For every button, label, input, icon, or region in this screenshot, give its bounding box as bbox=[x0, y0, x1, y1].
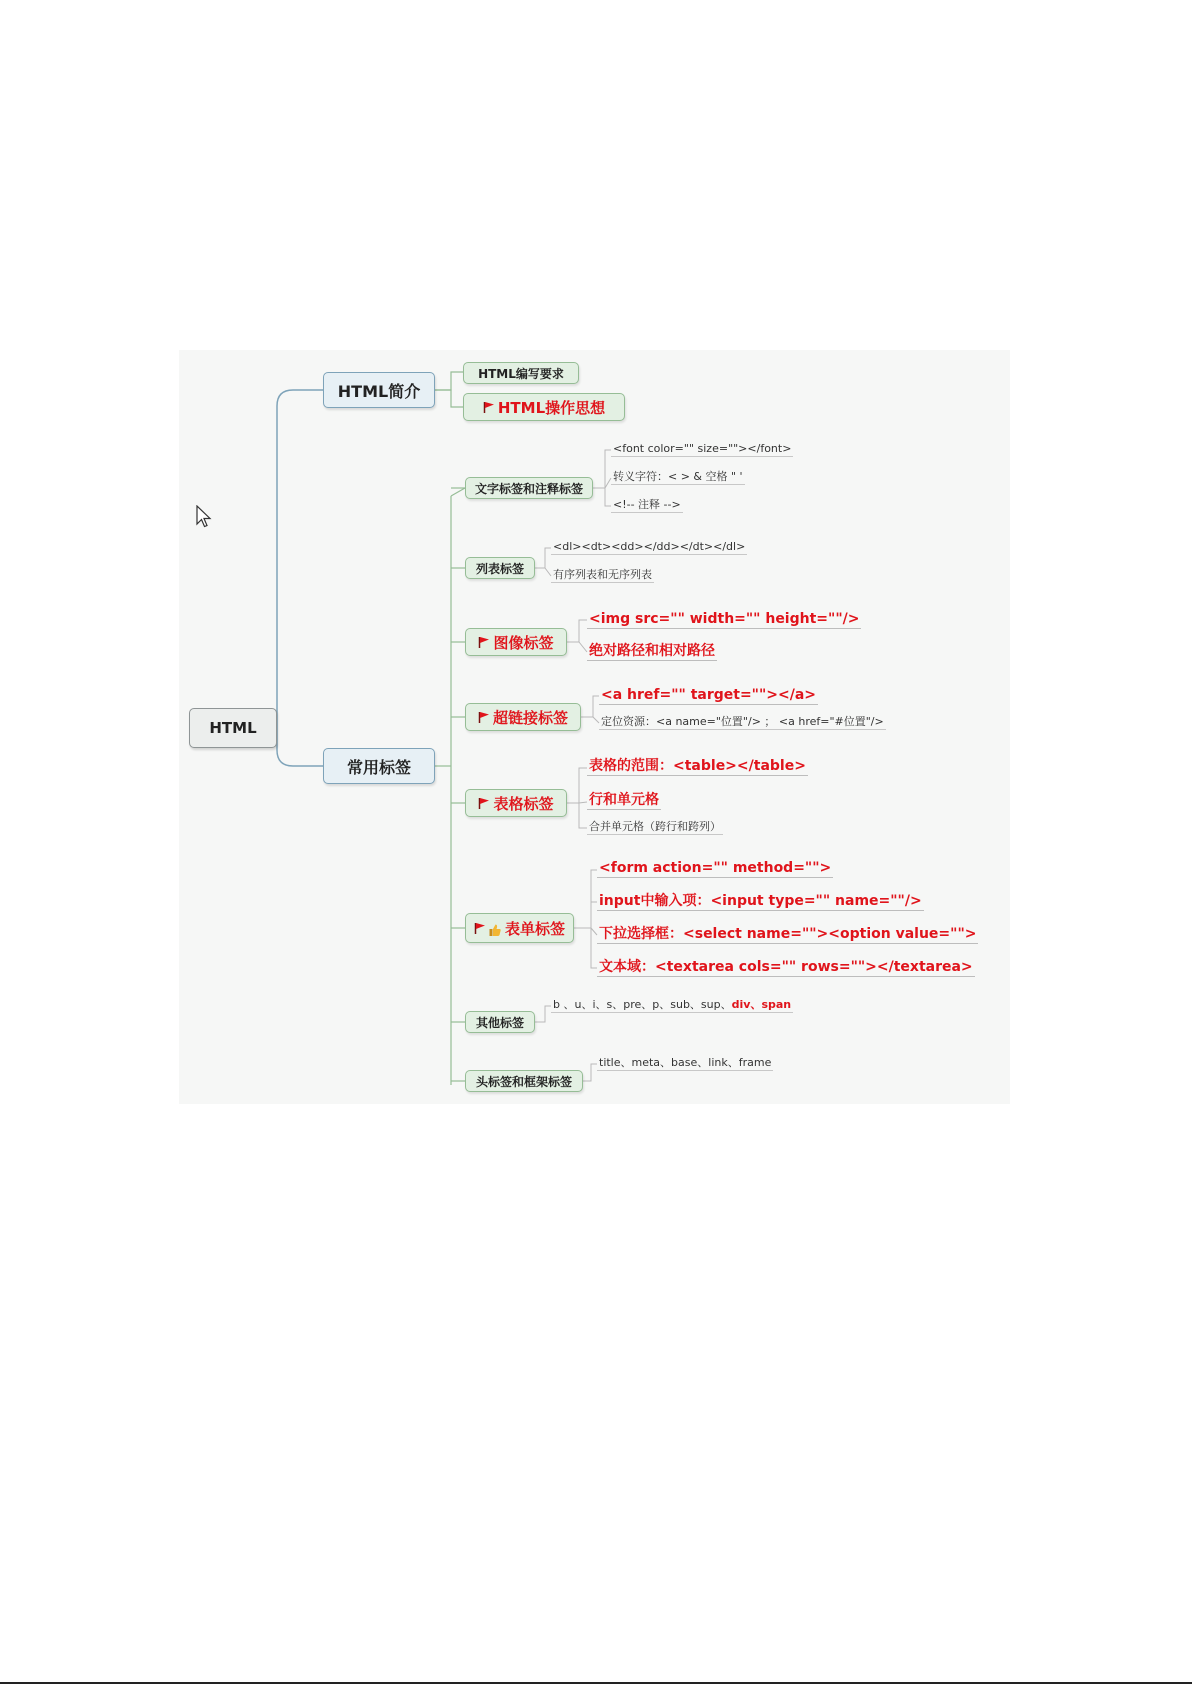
node-list-tags[interactable] bbox=[465, 557, 535, 579]
red-flag-icon bbox=[478, 711, 489, 723]
mouse-cursor-icon bbox=[196, 505, 212, 533]
leaf-form-tag: <form action="" method=""> bbox=[599, 860, 832, 876]
node-text-comment-tags[interactable] bbox=[465, 477, 593, 499]
branch-common-tags[interactable] bbox=[323, 748, 435, 784]
leaf-row-cell: 行和单元格 bbox=[589, 792, 659, 808]
red-flag-icon bbox=[478, 797, 489, 809]
mind-map bbox=[179, 350, 1010, 1104]
node-label: 表格标签 bbox=[493, 794, 554, 813]
branch-label: 常用标签 bbox=[346, 757, 411, 777]
node-html-writing-requirements[interactable] bbox=[463, 362, 579, 384]
root-node[interactable] bbox=[189, 708, 277, 748]
node-label: HTML编写要求 bbox=[478, 366, 564, 381]
leaf-path-types: 绝对路径和相对路径 bbox=[589, 643, 715, 659]
node-other-tags[interactable] bbox=[465, 1011, 535, 1033]
thumbs-up-icon bbox=[489, 922, 501, 934]
red-flag-icon bbox=[478, 636, 489, 648]
node-label: 超链接标签 bbox=[492, 708, 568, 727]
node-label: 头标签和框架标签 bbox=[475, 1074, 572, 1089]
page-bottom-rule bbox=[0, 1682, 1192, 1684]
leaf-escape-chars: 转义字符：< > & 空格 " ' bbox=[613, 470, 743, 483]
leaf-other-highlight: div、span bbox=[731, 998, 792, 1011]
node-hyperlink-tags[interactable] bbox=[465, 703, 581, 731]
leaf-ordered-unordered: 有序列表和无序列表 bbox=[553, 568, 652, 581]
node-table-tags[interactable] bbox=[465, 789, 567, 817]
leaf-input-tag: input中输入项：<input type="" name=""/> bbox=[599, 893, 922, 909]
leaf-comment: <!-- 注释 --> bbox=[613, 498, 681, 511]
root-label: HTML bbox=[209, 719, 257, 737]
node-head-frame-tags[interactable] bbox=[465, 1070, 583, 1092]
node-label: HTML操作思想 bbox=[497, 398, 606, 417]
branch-html-intro[interactable] bbox=[323, 372, 435, 408]
leaf-textarea-tag: 文本域：<textarea cols="" rows=""></textarea> bbox=[599, 959, 973, 975]
branch-label: HTML简介 bbox=[337, 381, 421, 401]
leaf-select-tag: 下拉选择框：<select name=""><option value=""> bbox=[599, 926, 977, 942]
leaf-other-plain: b 、u、i、s、pre、p、sub、sup、 bbox=[553, 998, 732, 1011]
node-label: 列表标签 bbox=[475, 561, 524, 576]
leaf-a-tag: <a href="" target=""></a> bbox=[601, 687, 817, 703]
leaf-head-tags-list: title、meta、base、link、frame bbox=[599, 1056, 772, 1069]
leaf-other-tags-list bbox=[551, 998, 793, 1013]
node-image-tags[interactable] bbox=[465, 628, 567, 656]
leaf-dl-tag: <dl><dt><dd></dd></dt></dl> bbox=[553, 540, 746, 553]
leaf-table-range: 表格的范围：<table></table> bbox=[589, 758, 806, 774]
node-label: 文字标签和注释标签 bbox=[474, 481, 583, 496]
node-label: 图像标签 bbox=[493, 633, 554, 652]
red-flag-icon bbox=[483, 401, 494, 413]
leaf-img-tag: <img src="" width="" height=""/> bbox=[589, 611, 860, 627]
node-label: 表单标签 bbox=[504, 919, 565, 938]
node-form-tags[interactable] bbox=[465, 913, 574, 943]
leaf-font-tag: <font color="" size=""></font> bbox=[613, 442, 792, 455]
node-html-operation-idea[interactable] bbox=[463, 393, 625, 421]
leaf-merge-cells: 合并单元格（跨行和跨列） bbox=[589, 820, 721, 833]
red-flag-icon bbox=[474, 922, 485, 934]
leaf-anchor-locate: 定位资源：<a name="位置"/> ； <a href="#位置"/> bbox=[601, 715, 884, 728]
node-label: 其他标签 bbox=[475, 1015, 524, 1030]
